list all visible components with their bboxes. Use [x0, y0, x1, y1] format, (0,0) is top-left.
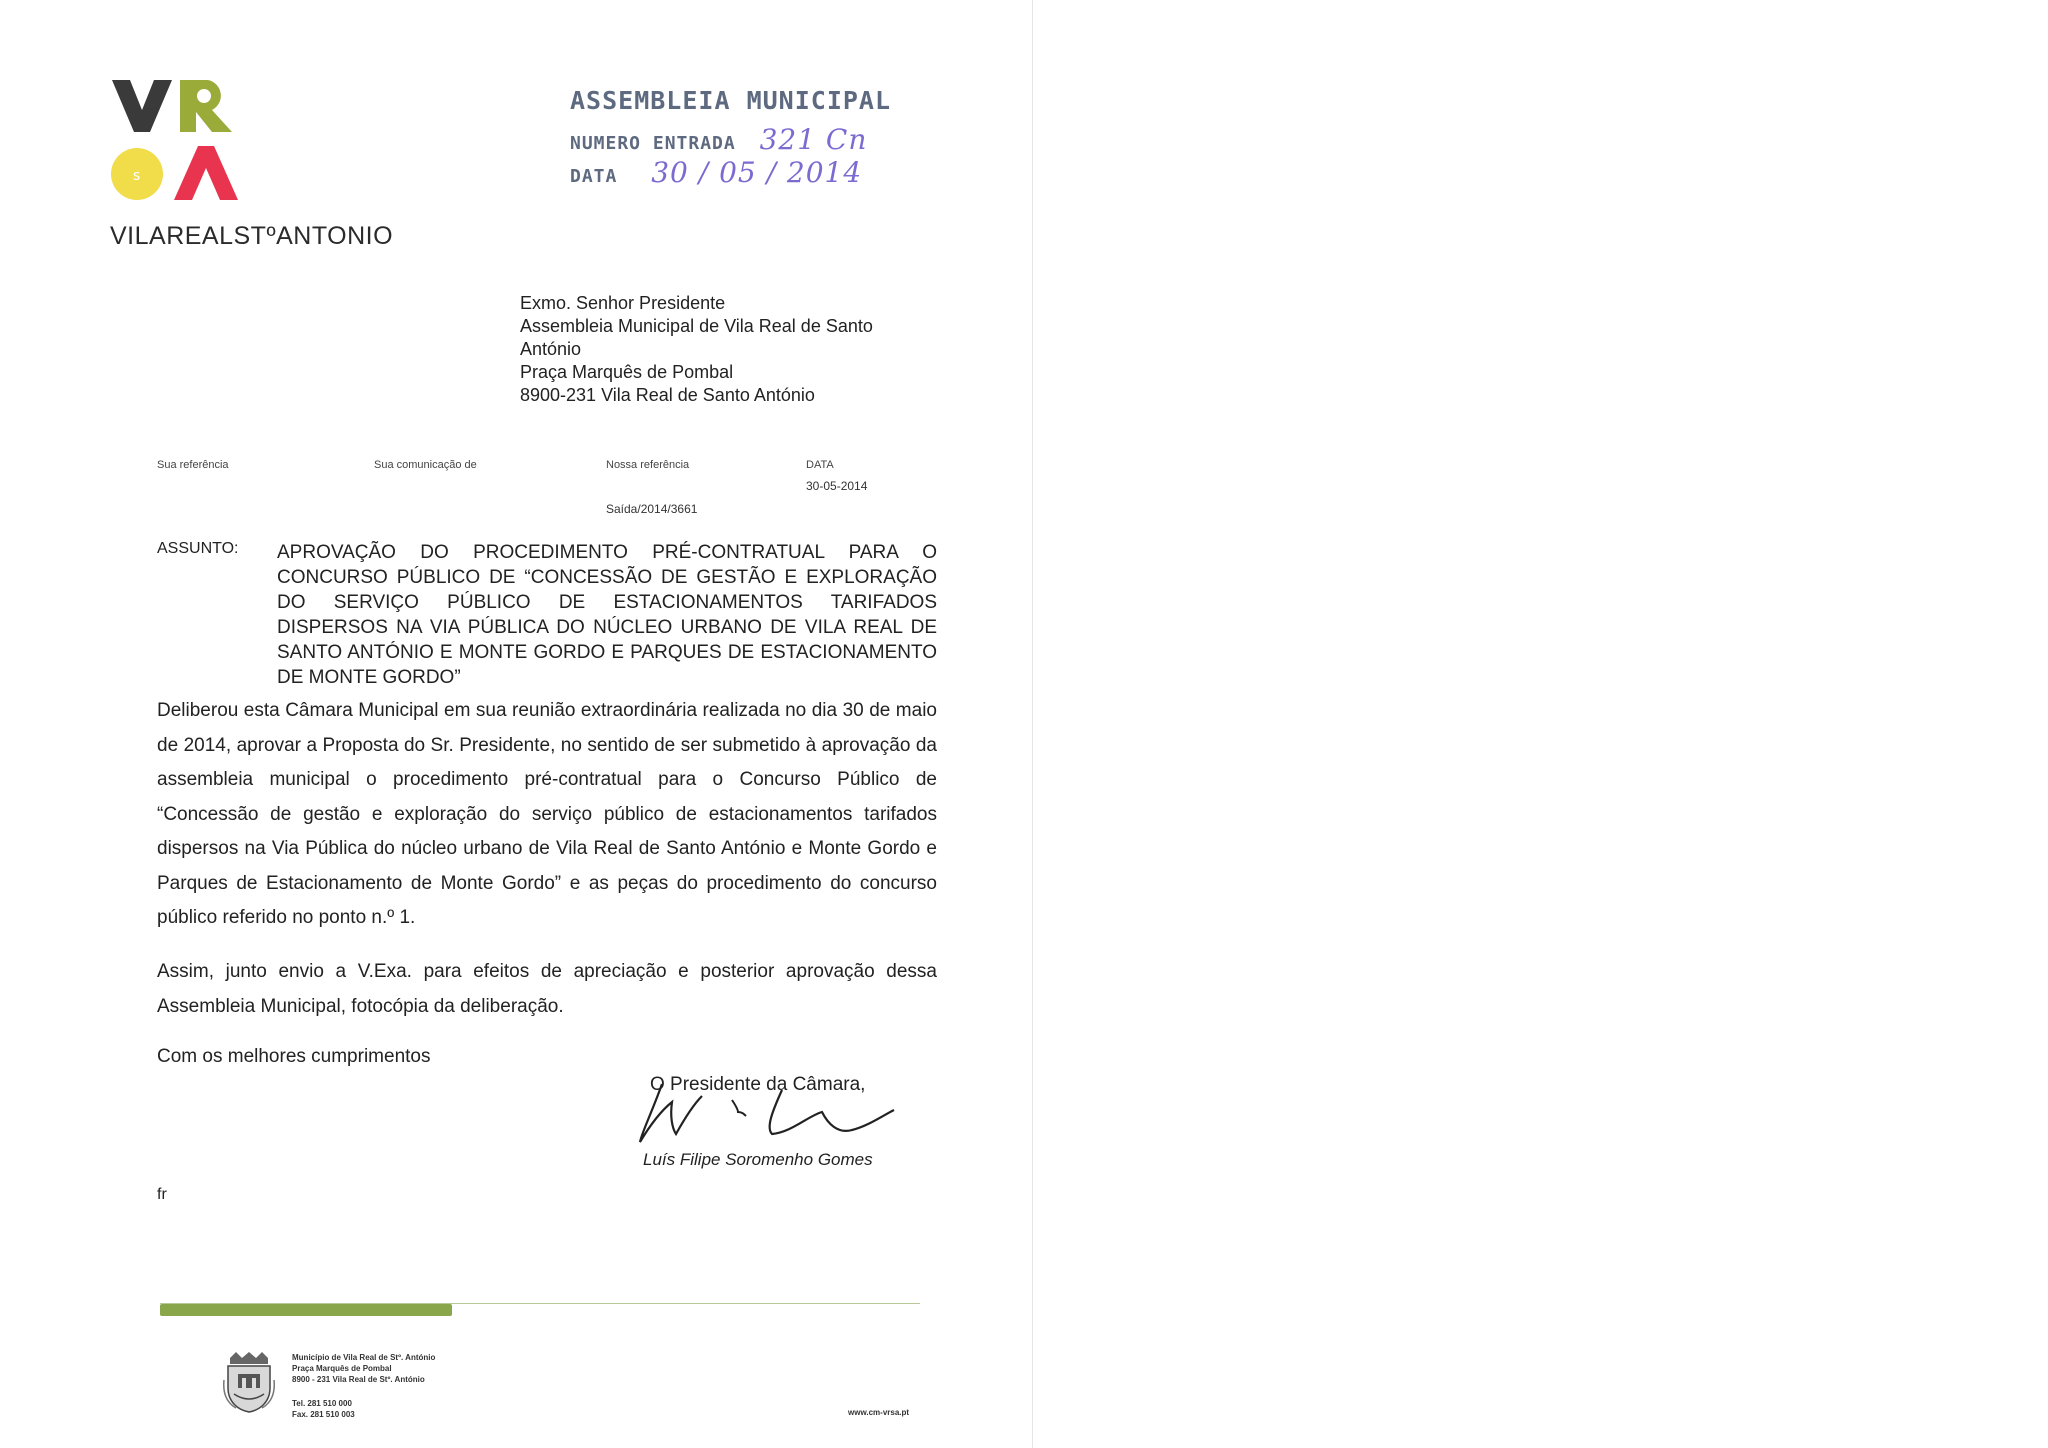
footer-address-line: 8900 - 231 Vila Real de Stº. António [292, 1375, 425, 1384]
stamp-numero-label: NUMERO ENTRADA [570, 133, 736, 154]
logo-wordmark: VILAREALSTºANTONIO [110, 222, 394, 250]
signature-title: O Presidente da Câmara, [650, 1074, 866, 1095]
stamp-data-row [570, 156, 891, 189]
reception-stamp [570, 86, 891, 189]
subject-text: APROVAÇÃO DO PROCEDIMENTO PRÉ-CONTRATUAL PARA O CONCURSO PÚBLICO DE “CONCESSÃO DE GESTÃO E EXPLORAÇÃO DO SERVIÇO PÚBLICO DE ESTACIONAMENTOS TARIFADOS DISPERSOS NA VIA PÚBLICA DO NÚCLEO URBANO DE VILA REAL DE SANTO ANTÓNIO E MONTE GORDO E PARQUES DE ESTACIONAMENTO DE MONTE GORDO” [277, 542, 937, 688]
footer-contacts [292, 1398, 355, 1420]
recipient-line: Assembleia Municipal de Vila Real de Santo [520, 316, 873, 336]
handwritten-signature-icon [632, 1072, 902, 1152]
stamp-title: ASSEMBLEIA MUNICIPAL [570, 86, 892, 115]
footer-address [292, 1352, 435, 1385]
closing-text: Com os melhores cumprimentos [157, 1046, 431, 1067]
typist-initials: fr [157, 1186, 167, 1203]
recipient-line: Praça Marquês de Pombal [520, 362, 734, 382]
footer-accent-bar [160, 1304, 452, 1316]
vrsa-logo-icon [108, 76, 243, 206]
subject-label: ASSUNTO: [157, 540, 239, 557]
body-paragraph: Assim, junto envio a V.Exa. para efeitos de apreciação e posterior aprovação dessa Assembleia Municipal, fotocópia da deliberação. [157, 961, 937, 1017]
recipient-line: 8900-231 Vila Real de Santo António [520, 385, 815, 405]
stamp-data-value: 30 / 05 / 2014 [651, 156, 863, 189]
data-label: DATA [806, 459, 834, 471]
municipal-crest-icon [222, 1350, 276, 1414]
footer-address-line: Município de Vila Real de Stº. António [292, 1353, 436, 1362]
footer-address-line: Praça Marquês de Pombal [292, 1364, 392, 1373]
footer-tel: Tel. 281 510 000 [292, 1399, 352, 1408]
nossa-referencia-label: Nossa referência [606, 459, 690, 471]
sua-referencia-label: Sua referência [157, 459, 229, 471]
recipient-address [520, 292, 873, 407]
recipient-line: Exmo. Senhor Presidente [520, 293, 726, 313]
recipient-line: António [520, 339, 582, 359]
stamp-data-label: DATA [570, 166, 618, 187]
sua-comunicacao-label: Sua comunicação de [374, 459, 477, 471]
nossa-referencia-value: Saída/2014/3661 [606, 502, 698, 516]
stamp-numero-row [570, 123, 891, 156]
data-value: 30-05-2014 [806, 479, 868, 493]
svg-text:s: s [133, 168, 141, 184]
stamp-numero-value: 321 Cn [759, 123, 868, 156]
footer-fax: Fax. 281 510 003 [292, 1410, 355, 1419]
body-paragraph: Deliberou esta Câmara Municipal em sua reunião extraordinária realizada no dia 30 de maio de 2014, aprovar a Proposta do Sr. Presidente, no sentido de ser submetido à aprovação da assembleia municipal o procedimento pré-contratual para o Concurso Público de “Concessão de gestão e exploração do serviço público de estacionamentos tarifados dispersos na Via Pública do núcleo urbano de Vila Real de Santo António e Monte Gordo e Parques de Estacionamento de Monte Gordo” e as peças do procedimento do concurso público referido no ponto n.º 1. [157, 700, 937, 928]
footer-website: www.cm-vrsa.pt [848, 1408, 910, 1417]
signatory-name: Luís Filipe Soromenho Gomes [643, 1150, 873, 1169]
